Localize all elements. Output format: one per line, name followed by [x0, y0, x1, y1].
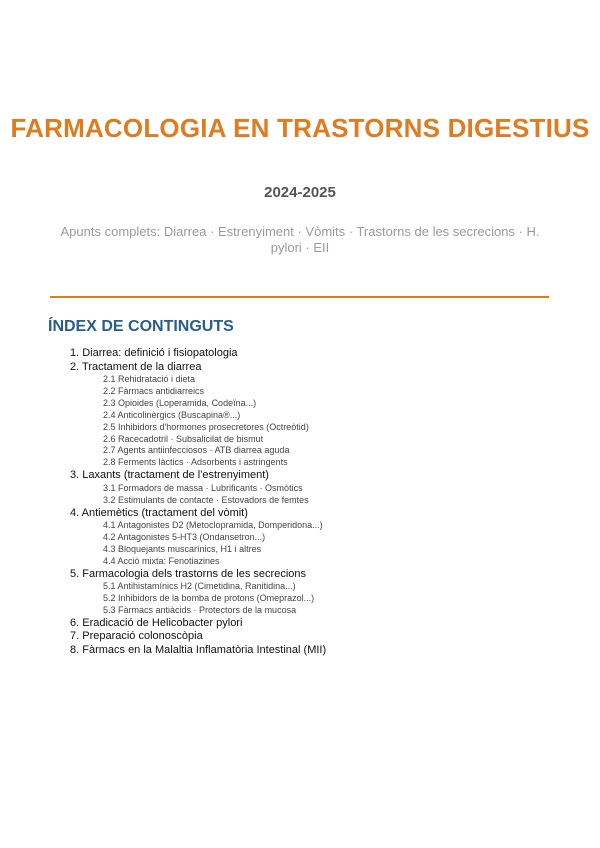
- toc-heading: ÍNDEX DE CONTINGUTS: [48, 318, 234, 335]
- document-title: FARMACOLOGIA EN TRASTORNS DIGESTIUS: [10, 113, 590, 143]
- toc-subsection-item: 5.2 Inhibidors de la bomba de protons (Omeprazol...): [103, 593, 315, 604]
- toc-section-item: 7. Preparació colonoscòpia: [70, 630, 203, 643]
- toc-subsection-item: 2.4 Anticolinèrgics (Buscapina®...): [103, 409, 241, 420]
- toc-subsection-item: 2.6 Racecadotril · Subsalicilat de bismut: [103, 433, 264, 444]
- toc-subsection-item: 2.8 Ferments làctics · Adsorbents i astringents: [103, 457, 288, 468]
- document-subtitle: Apunts complets: Diarrea · Estrenyiment · Vòmits · Trastorns de les secrecions · H. pylori · EII: [60, 224, 540, 255]
- toc-section-item: 4. Antiemètics (tractament del vòmit): [70, 506, 248, 519]
- toc-subsection-item: 4.3 Bloquejants muscarínics, H1 i altres: [103, 543, 262, 554]
- toc-section-item: 6. Eradicació de Helicobacter pylori: [70, 616, 243, 629]
- toc-subsection-item: 4.1 Antagonistes D2 (Metoclopramida, Domperidona...): [103, 520, 323, 531]
- toc-section-item: 3. Laxants (tractament de l'estrenyiment): [70, 469, 269, 482]
- toc-section-item: 2. Tractament de la diarrea: [70, 360, 202, 373]
- toc-subsection-item: 2.3 Opioides (Loperamida, Codeïna...): [103, 397, 257, 408]
- toc-subsection-item: 2.2 Fàrmacs antidiarreics: [103, 385, 205, 396]
- toc-subsection-item: 2.1 Rehidratació i dieta: [103, 374, 196, 384]
- divider-rule: [50, 296, 549, 298]
- toc-subsection-item: 3.2 Estimulants de contacte · Estovadors de femtes: [103, 494, 309, 505]
- toc-list: [70, 347, 550, 657]
- toc-section-item: 1. Diarrea: definició i fisiopatologia: [70, 347, 238, 359]
- toc-subsection-item: 5.1 Antihistamínics H2 (Cimetidina, Ranitidina...): [103, 581, 296, 592]
- toc-subsection-item: 5.3 Fàrmacs antiàcids · Protectors de la mucosa: [103, 605, 297, 615]
- toc-subsection-item: 3.1 Formadors de massa · Lubrificants · Osmòtics: [103, 482, 303, 493]
- toc-section-item: 5. Farmacologia dels trastorns de les secrecions: [70, 567, 306, 580]
- toc-subsection-item: 4.2 Antagonistes 5-HT3 (Ondansetron...): [103, 531, 266, 542]
- toc-subsection-item: 4.4 Acció mixta: Fenotiazines: [103, 555, 220, 566]
- toc-section-item: 8. Fàrmacs en la Malaltia Inflamatòria Intestinal (MII): [70, 643, 327, 656]
- toc-subsection-item: 2.7 Agents antiinfecciosos · ATB diarrea aguda: [103, 445, 290, 456]
- toc-subsection-item: 2.5 Inhibidors d'hormones prosecretores (Octreòtid): [103, 421, 309, 432]
- academic-year: 2024-2025: [264, 184, 336, 201]
